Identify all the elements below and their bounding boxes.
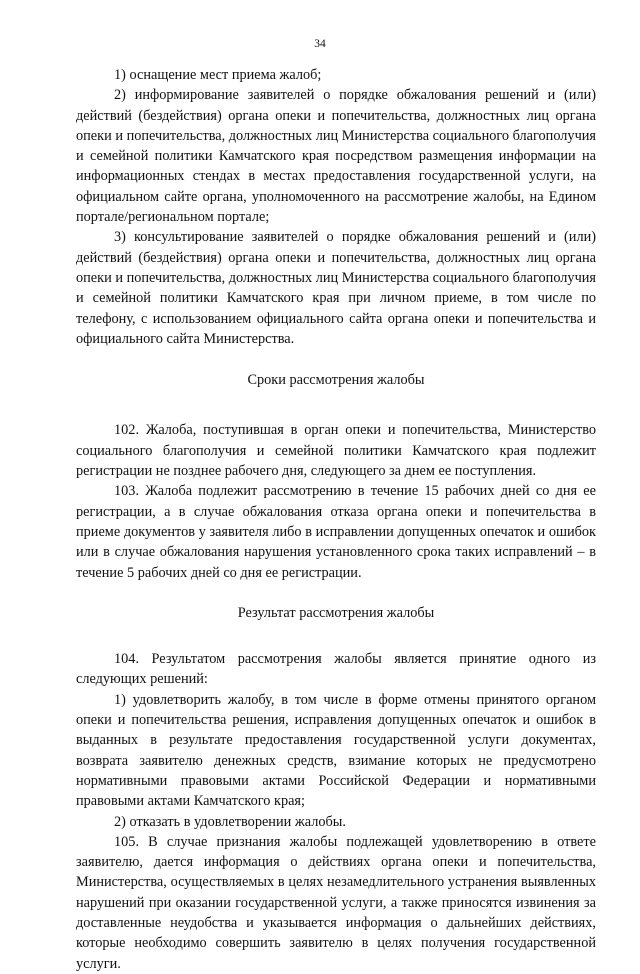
paragraph-104-item-2: 2) отказать в удовлетворении жалобы. [114, 813, 346, 830]
paragraph-104: 104. Результатом рассмотрения жалобы является принятие одного из следующих решений: [76, 651, 596, 688]
paragraph-104-item-1: 1) удовлетворить жалобу, в том числе в форме отмены принятого органом опеки и попечительства решения, исправления допущенных опечаток и ошибок в выданных в результате предоставления государственной услуги документах, возврата заявителю денежных средств, взимание которых не предусмотрено нормативными правовыми актами Российской Федерации и нормативными правовыми актами Камчатского края; [76, 691, 596, 810]
paragraph-item-1: 1) оснащение мест приема жалоб; [114, 67, 322, 83]
section-heading-review-result: Результат рассмотрения жалобы [237, 604, 435, 621]
paragraph-105: 105. В случае признания жалобы подлежащей удовлетворению в ответе заявителю, дается информация о действиях органа опеки и попечительства, Министерства, осуществляемых в целях незамедлительного устранения выявленных нарушений при оказании государственной услуги, а также приносятся извинения за доставленные неудобства и указывается информация о дальнейших действиях, которые необходимо совершить заявителю в целях получения государственной услуги. [76, 833, 596, 972]
paragraph-item-2: 2) информирование заявителей о порядке обжалования решений и (или) действий (бездействия) органа опеки и попечительства, должностных лиц органа опеки и попечительства, должностных лиц Министерства социального благополучия и семейной политики Камчатского края посредством размещения информации на информационных стендах в местах предоставления государственной услуги, на официальном сайте органа, уполномоченного на рассмотрение жалобы, на Едином портале/региональном портале; [76, 87, 596, 226]
page-number: 34 [314, 38, 326, 50]
paragraph-103: 103. Жалоба подлежит рассмотрению в течение 15 рабочих дней со дня ее регистрации, а в случае обжалования отказа органа опеки и попечительства в приеме документов у заявителя либо в исправлении допущенных опечаток и ошибок или в случае обжалования нарушения установленного срока таких исправлений – в течение 5 рабочих дней со дня ее регистрации. [76, 483, 596, 581]
section-heading-review-period: Сроки рассмотрения жалобы [247, 372, 425, 389]
document-body [76, 65, 596, 974]
paragraph-102: 102. Жалоба, поступившая в орган опеки и попечительства, Министерство социального благополучия и семейной политики Камчатского края подлежит регистрации не позднее рабочего дня, следующего за днем ее поступления. [76, 422, 596, 480]
paragraph-item-3: 3) консультирование заявителей о порядке обжалования решений и (или) действий (бездействия) органа опеки и попечительства, должностных лиц органа опеки и попечительства, должностных лиц Министерства социального благополучия и семейной политики Камчатского края при личном приеме, в том числе по телефону, с использованием официального сайта органа опеки и попечительства и официального сайта Министерства. [76, 229, 596, 347]
